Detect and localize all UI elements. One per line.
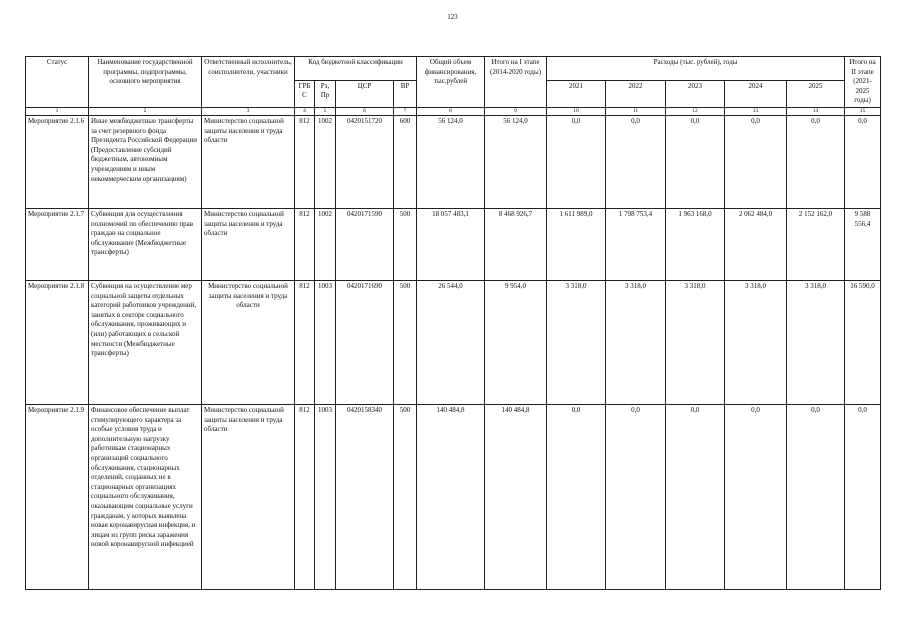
row-stage1: 9 954,0 [485,280,547,404]
header-status: Статус [26,57,89,108]
row-total: 18 057 483,1 [417,208,485,280]
row-csr: 0420151720 [336,115,394,208]
row-2024: 2 062 484,0 [725,208,787,280]
header-vr: ВР [394,80,417,107]
row-stage1: 140 484,8 [485,404,547,589]
row-2021: 0,0 [547,404,606,589]
row-status: Мероприятие 2.1.6 [26,115,89,208]
row-grbs: 812 [295,280,315,404]
column-number: 13 [725,107,787,115]
header-stage1: Итого на I этапе (2014-2020 годы) [485,57,547,108]
row-name: Иные межбюджетные трансферты за счет резервного фонда Президента Российской Федерации (Предоставление субсидий бюджетным, автономным учреждениям и иным некоммерческим организациям) [89,115,202,208]
row-2023: 3 318,0 [666,280,725,404]
row-total: 26 544,0 [417,280,485,404]
column-number: 14 [787,107,845,115]
column-number: 10 [547,107,606,115]
column-number: 8 [417,107,485,115]
row-rzpr: 1002 [315,115,336,208]
budget-table [25,56,881,590]
row-responsible: Министерство социальной защиты населения и труда области [202,208,295,280]
header-expenses: Расходы (тыс. рублей), годы [547,57,845,81]
row-total: 140 484,8 [417,404,485,589]
row-2023: 0,0 [666,115,725,208]
row-rzpr: 1002 [315,208,336,280]
header-2021: 2021 [547,80,606,107]
row-2025: 3 318,0 [787,280,845,404]
row-csr: 0420171690 [336,280,394,404]
row-vr: 500 [394,208,417,280]
row-vr: 500 [394,280,417,404]
row-2022: 3 318,0 [606,280,666,404]
row-grbs: 812 [295,208,315,280]
column-number: 2 [89,107,202,115]
header-stage2: Итого на II этапе (2021-2025 годы) [845,57,881,108]
row-csr: 0420171590 [336,208,394,280]
table-row [26,115,881,208]
header-2023: 2023 [666,80,725,107]
row-stage1: 56 124,0 [485,115,547,208]
row-responsible: Министерство социальной защиты населения и труда области [202,280,295,404]
row-2022: 0,0 [606,115,666,208]
header-2025: 2025 [787,80,845,107]
column-number: 4 [295,107,315,115]
column-number: 9 [485,107,547,115]
column-number: 5 [315,107,336,115]
header-csr: ЦСР [336,80,394,107]
row-total: 56 124,0 [417,115,485,208]
row-responsible: Министерство социальной защиты населения и труда области [202,115,295,208]
table-row [26,280,881,404]
row-2021: 3 318,0 [547,280,606,404]
table-row [26,208,881,280]
table-row [26,404,881,589]
row-status: Мероприятие 2.1.9 [26,404,89,589]
row-2025: 2 152 162,0 [787,208,845,280]
column-number-row [26,107,881,115]
page-number: 123 [447,13,458,21]
row-2023: 0,0 [666,404,725,589]
row-stage1: 8 468 926,7 [485,208,547,280]
row-responsible: Министерство социальной защиты населения и труда области [202,404,295,589]
row-stage2: 0,0 [845,404,881,589]
row-vr: 600 [394,115,417,208]
column-number: 6 [336,107,394,115]
header-total-volume: Общий объем финансирования, тыс.рублей [417,57,485,108]
row-name: Субвенция для осуществления полномочий по обеспечению прав граждан на социальное обслуживание (Межбюджетные трансферты) [89,208,202,280]
column-number: 11 [606,107,666,115]
column-number: 12 [666,107,725,115]
row-grbs: 812 [295,115,315,208]
row-2024: 0,0 [725,115,787,208]
column-number: 1 [26,107,89,115]
row-stage2: 9 588 556,4 [845,208,881,280]
row-2024: 0,0 [725,404,787,589]
row-2022: 1 798 753,4 [606,208,666,280]
header-name: Наименование государственной программы, подпрограммы, основного мероприятия [89,57,202,108]
row-stage2: 0,0 [845,115,881,208]
header-2024: 2024 [725,80,787,107]
row-status: Мероприятие 2.1.8 [26,280,89,404]
header-responsible: Ответственный исполнитель, соисполнители, участники [202,57,295,108]
row-rzpr: 1003 [315,404,336,589]
header-budget-code: Код бюджетной классификации [295,57,417,81]
row-2025: 0,0 [787,404,845,589]
column-number: 3 [202,107,295,115]
row-vr: 500 [394,404,417,589]
header-rzpr: Рз, Пр [315,80,336,107]
row-name: Финансовое обеспечение выплат стимулирующего характера за особые условия труда и дополнительную нагрузку работникам стационарных организаций социального обслуживания, стационарных отделений, созданных не в стационарных организациях социального обслуживания, оказывающим социальные услуги гражданам, у которых выявлена новая коронавирусная инфекция, и лицам из групп риска заражения новой коронавирусной инфекцией [89,404,202,589]
row-rzpr: 1003 [315,280,336,404]
row-name: Субвенция на осуществление мер социальной защиты отдельных категорий работников учреждений, занятых в секторе социального обслуживания, проживающих и (или) работающих в сельской местности (Межбюджетные трансферты) [89,280,202,404]
row-2023: 1 963 168,0 [666,208,725,280]
row-2024: 3 318,0 [725,280,787,404]
header-2022: 2022 [606,80,666,107]
row-status: Мероприятие 2.1.7 [26,208,89,280]
row-csr: 0420158340 [336,404,394,589]
column-number: 7 [394,107,417,115]
row-grbs: 812 [295,404,315,589]
row-2025: 0,0 [787,115,845,208]
row-stage2: 16 590,0 [845,280,881,404]
row-2021: 1 611 989,0 [547,208,606,280]
row-2022: 0,0 [606,404,666,589]
row-2021: 0,0 [547,115,606,208]
column-number: 15 [845,107,881,115]
header-grbs: ГРБС [295,80,315,107]
